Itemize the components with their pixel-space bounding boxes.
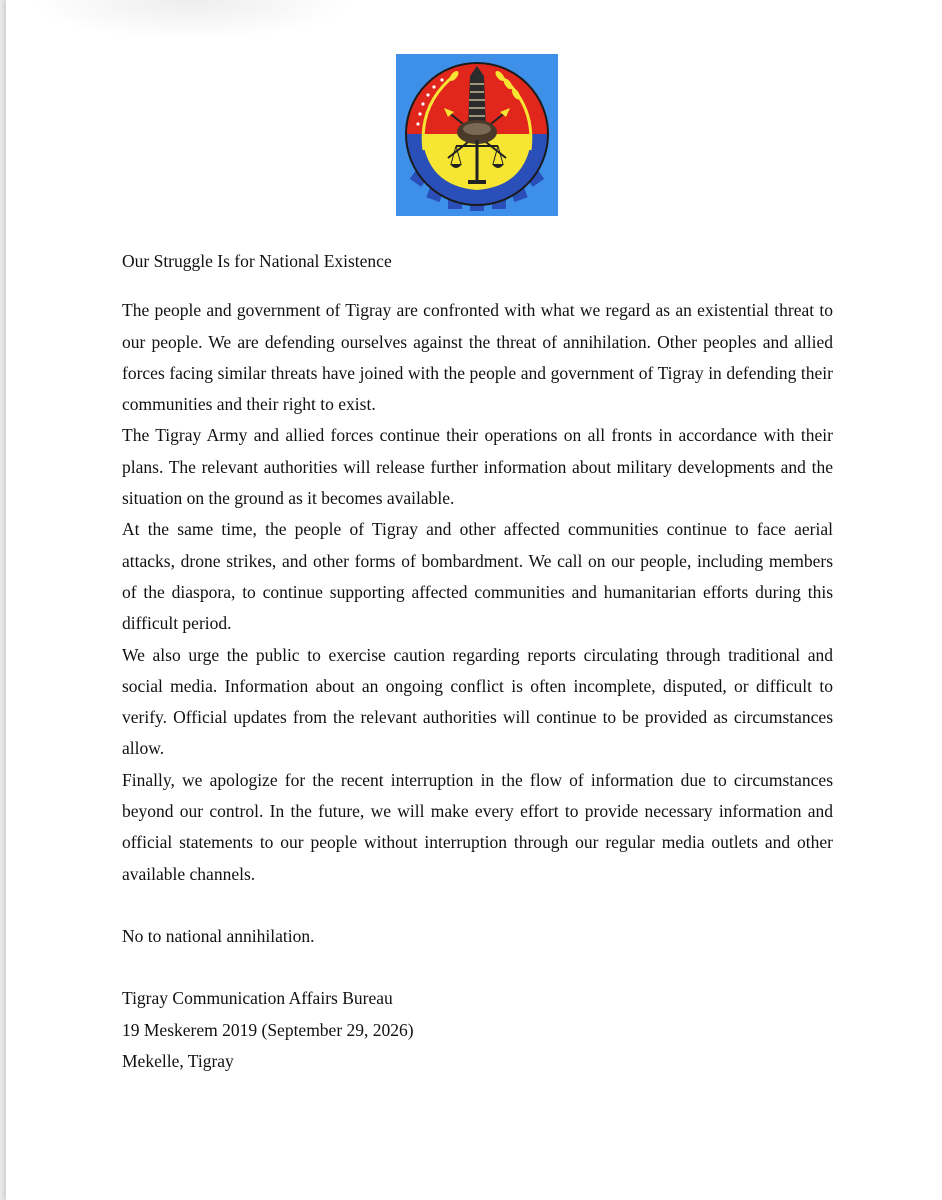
paragraph-media-caution: We also urge the public to exercise caution regarding reports circulating through traditional and social media. Information about an ongoing conflict is often incomplete, disputed, or difficult to verify. Official updates from the relevant authorities will continue to be provided as circumstances allow.: [122, 644, 833, 759]
closing-slogan: No to national annihilation.: [122, 925, 315, 946]
document-page: [6, 0, 942, 1200]
signature-place: Mekelle, Tigray: [122, 1050, 234, 1071]
paragraph-aerial-attacks: At the same time, the people of Tigray and other affected communities continue to face aerial attacks, drone strikes, and other forms of bombardment. We call on our people, including members of the diaspora, to continue supporting affected communities and humanitarian efforts during this difficult period.: [122, 519, 833, 634]
signature-date: 19 Meskerem 2019 (September 29, 2026): [122, 1019, 414, 1040]
paragraph-military-operations: The Tigray Army and allied forces continue their operations on all fronts in accordance with their plans. The relevant authorities will release further information about military developments and the situation on the ground as it becomes available.: [122, 425, 833, 509]
tigray-emblem-icon: [396, 54, 558, 216]
signature-organization: Tigray Communication Affairs Bureau: [122, 988, 393, 1009]
document-title: Our Struggle Is for National Existence: [122, 251, 392, 271]
statement-body: [122, 246, 833, 1077]
signature-block: [122, 983, 833, 1077]
paragraph-existential-threat: The people and government of Tigray are confronted with what we regard as an existential threat to our people. We are defending ourselves against the threat of annihilation. Other peoples and allied forces facing similar threats have joined with the people and government of Tigray in defending their communities and their right to exist.: [122, 300, 833, 415]
paragraph-apology: Finally, we apologize for the recent interruption in the flow of information due to circumstances beyond our control. In the future, we will make every effort to provide necessary information and official statements to our people without interruption through our regular media outlets and other available channels.: [122, 769, 833, 884]
scan-shadow: [26, 0, 356, 40]
